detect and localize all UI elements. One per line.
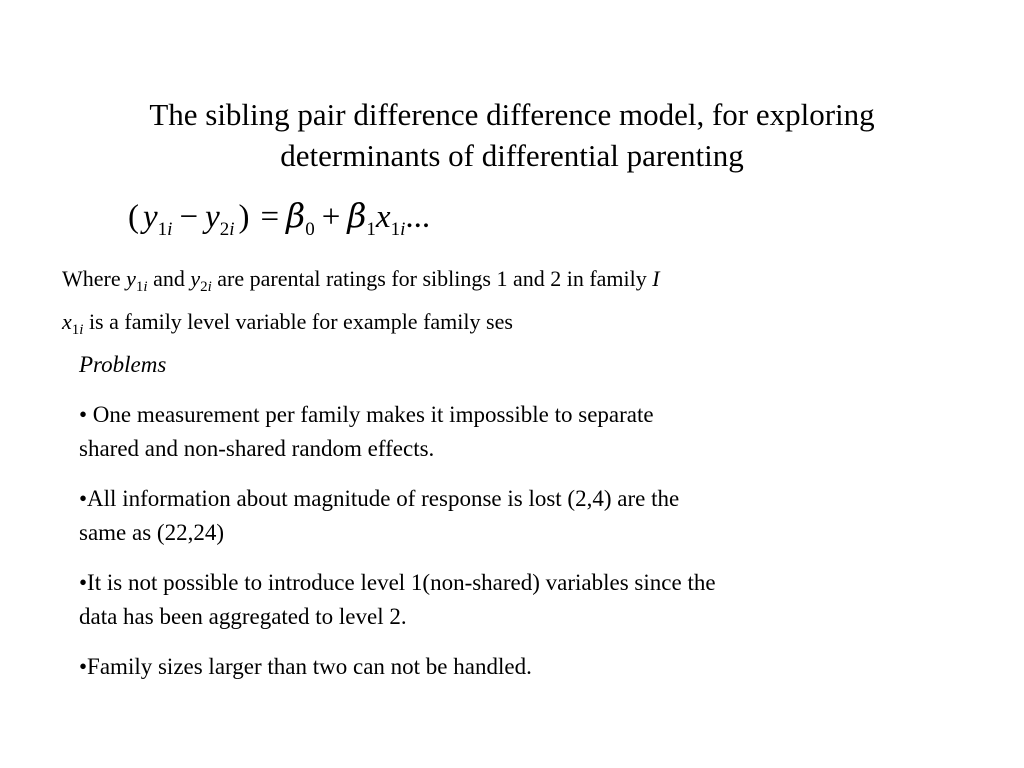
problem-item-line: •It is not possible to introduce level 1(non-shared) variables since the xyxy=(79,570,716,595)
where-word: Where xyxy=(62,266,121,291)
problem-item-line: shared and non-shared random effects. xyxy=(79,436,435,461)
problem-item-line: •Family sizes larger than two can not be handled. xyxy=(79,654,532,679)
equation-open-paren: ( xyxy=(128,199,139,235)
where-x-description: is a family level variable for example family ses xyxy=(88,309,513,334)
title-line-2: determinants of differential parenting xyxy=(280,138,744,173)
problem-item xyxy=(79,650,879,684)
where-line-2 xyxy=(62,308,513,336)
problems-heading: Problems xyxy=(79,352,167,377)
where-x1: x xyxy=(62,309,72,334)
problem-item xyxy=(79,566,879,634)
equation-ellipsis: ... xyxy=(405,199,431,235)
equation-equals: = xyxy=(260,199,280,235)
equation-y1-subscript: 1i xyxy=(157,219,173,240)
where-line-1 xyxy=(62,265,660,293)
problems-section xyxy=(79,348,879,700)
equation-beta1: β xyxy=(347,196,367,235)
where-and: and xyxy=(153,266,185,291)
equation-close-paren: ) xyxy=(238,199,250,235)
model-equation xyxy=(124,196,431,240)
equation-plus: + xyxy=(321,199,341,235)
where-y2-subscript: 2i xyxy=(200,279,212,295)
problem-item xyxy=(79,482,879,550)
where-x1-subscript: 1i xyxy=(71,322,84,338)
where-description: are parental ratings for siblings 1 and 2 in family xyxy=(217,266,647,291)
problem-item-line: • One measurement per family makes it impossible to separate xyxy=(79,402,654,427)
title-line-1: The sibling pair difference difference model, for exploring xyxy=(149,97,875,132)
problem-item xyxy=(79,398,879,466)
slide-title xyxy=(60,94,964,176)
where-y1-subscript: 1i xyxy=(135,279,148,295)
where-y1: y xyxy=(126,266,136,291)
problem-item-line: data has been aggregated to level 2. xyxy=(79,604,407,629)
equation-minus: − xyxy=(179,199,199,235)
equation-y2: y xyxy=(205,199,220,235)
equation-beta0: β xyxy=(286,196,306,235)
where-family-index: I xyxy=(652,266,660,291)
equation-y1: y xyxy=(143,199,158,235)
problem-item-line: same as (22,24) xyxy=(79,520,224,545)
equation-x1: x xyxy=(375,199,391,235)
equation-beta1-subscript: 1 xyxy=(366,219,376,240)
equation-y2-subscript: 2i xyxy=(219,219,235,240)
where-y2: y xyxy=(190,266,201,291)
problem-item-line: •All information about magnitude of response is lost (2,4) are the xyxy=(79,486,680,511)
equation-x1-subscript: 1i xyxy=(390,219,406,240)
equation-beta0-subscript: 0 xyxy=(305,219,315,240)
